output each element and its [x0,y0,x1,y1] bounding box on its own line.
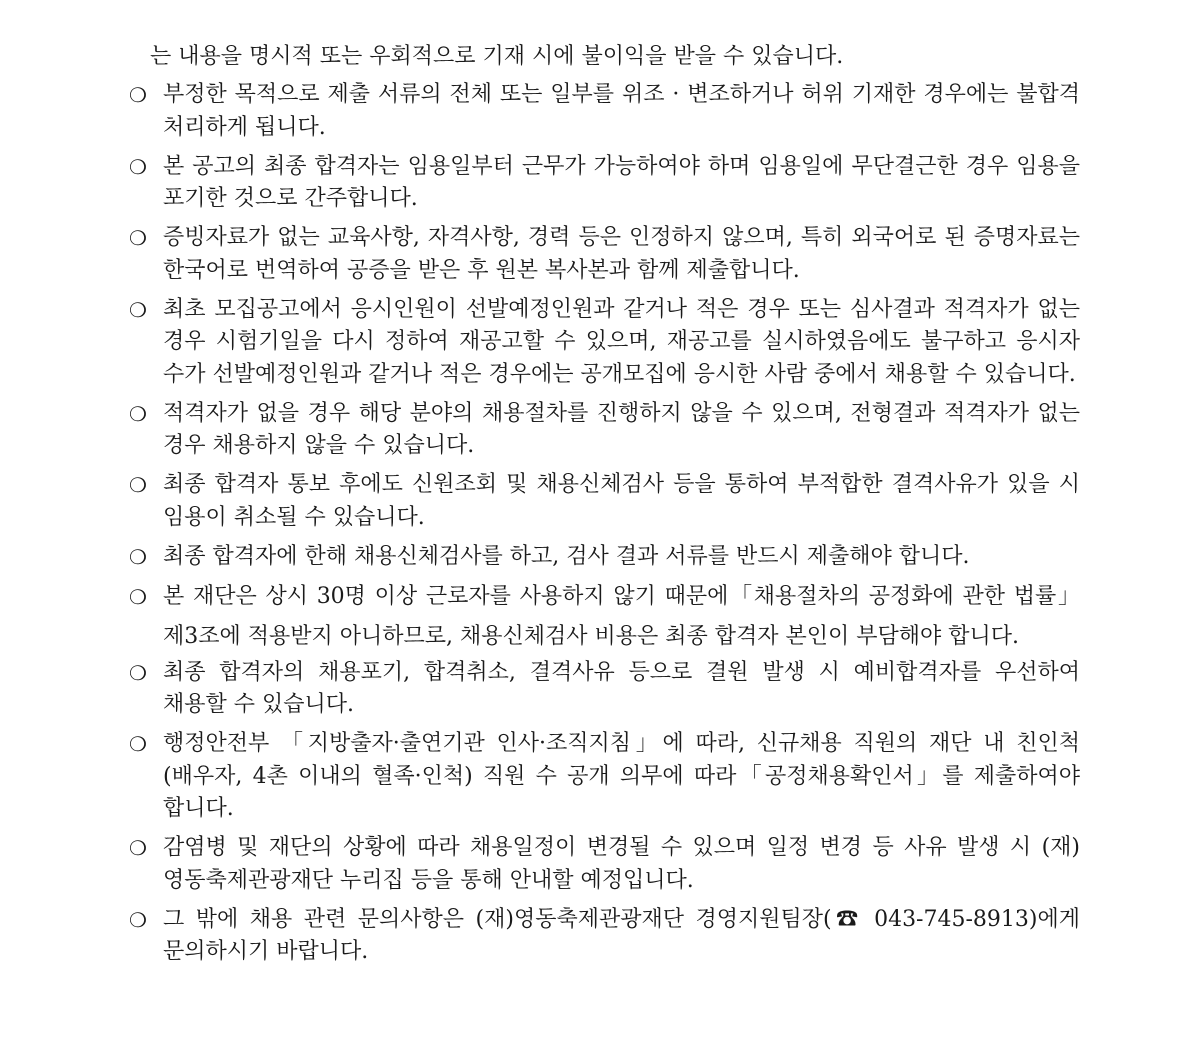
item-text: 본 공고의 최종 합격자는 임용일부터 근무가 가능하여야 하며 임용일에 무단결근한 경우 임용을 포기한 것으로 간주합니다. [163,153,1080,211]
item-text: 최종 합격자에 한해 채용신체검사를 하고, 검사 결과 서류를 반드시 제출해야 합니다. [163,543,970,569]
circle-bullet-icon: ❍ [129,297,147,322]
continuation-text: 는 내용을 명시적 또는 우회적으로 기재 시에 불이익을 받을 수 있습니다. [150,44,844,69]
item-text: 행정안전부 「지방출자·출연기관 인사·조직지침」에 따라, 신규채용 직원의 재단 내 친인척(배우자, 4촌 이내의 혈족·인척) 직원 수 공개 의무에 따라「공정채용확인서」를 제출하여야 합니다. [163,731,1080,821]
circle-bullet-icon: ❍ [129,732,147,756]
notice-list [128,79,1080,975]
list-item [128,294,1080,392]
item-text: 증빙자료가 없는 교육사항, 자격사항, 경력 등은 인정하지 않으며, 특히 외국어로 된 증명자료는 한국어로 번역하여 공증을 받은 후 원본 복사본과 함께 제출합니다. [163,225,1080,283]
circle-bullet-icon: ❍ [129,544,147,569]
circle-bullet-icon: ❍ [129,473,147,497]
circle-bullet-icon: ❍ [129,154,147,179]
circle-bullet-icon: ❍ [129,907,147,932]
item-text: 최종 합격자 통보 후에도 신원조회 및 채용신체검사 등을 통하여 부적합한 결격사유가 있을 시 임용이 취소될 수 있습니다. [163,472,1080,530]
item-text: 최종 합격자의 채용포기, 합격취소, 결격사유 등으로 결원 발생 시 예비합격자를 우선하여 채용할 수 있습니다. [163,659,1080,717]
list-item [128,577,1080,657]
item-text: 부정한 목적으로 제출 서류의 전체 또는 일부를 위조 · 변조하거나 허위 기재한 경우에는 불합격 처리하게 됩니다. [163,82,1080,140]
list-item [128,151,1080,216]
list-item [128,398,1080,463]
item-text: 최초 모집공고에서 응시인원이 선발예정인원과 같거나 적은 경우 또는 심사결과 적격자가 없는 경우 시험기일을 다시 정하여 재공고할 수 있으며, 재공고를 실시하였음에도 불구하고 응시자 수가 선발예정인원과 같거나 적은 경우에는 공개모집에 응시한 사람 중에서 채용할 수 있습니다. [163,296,1080,387]
item-text: 적격자가 없을 경우 해당 분야의 채용절차를 진행하지 않을 수 있으며, 전형결과 적격자가 없는 경우 채용하지 않을 수 있습니다. [163,400,1080,458]
list-item [128,79,1080,144]
circle-bullet-icon: ❍ [129,836,147,860]
list-item [128,657,1080,722]
item-text: 그 밖에 채용 관련 문의사항은 (재)영동축제관광재단 경영지원팀장(☎ 043-745-8913)에게 문의하시기 바랍니다. [163,906,1080,964]
list-item [128,904,1080,969]
list-item [128,469,1080,534]
circle-bullet-icon: ❍ [129,401,147,426]
circle-bullet-icon: ❍ [129,584,147,609]
item-text: 감염병 및 재단의 상황에 따라 채용일정이 변경될 수 있으며 일정 변경 등 사유 발생 시 (재)영동축제관광재단 누리집 등을 통해 안내할 예정입니다. [163,835,1080,893]
circle-bullet-icon: ❍ [129,226,147,250]
list-item [128,728,1080,826]
item-text: 본 재단은 상시 30명 이상 근로자를 사용하지 않기 때문에「채용절차의 공정화에 관한 법률」제3조에 적용받지 아니하므로, 채용신체검사 비용은 최종 합격자 본인이 부담해야 합니다. [163,583,1080,649]
list-item [128,222,1080,287]
circle-bullet-icon: ❍ [129,83,147,107]
circle-bullet-icon: ❍ [129,660,147,685]
list-item [128,832,1080,897]
list-item [128,541,1080,574]
